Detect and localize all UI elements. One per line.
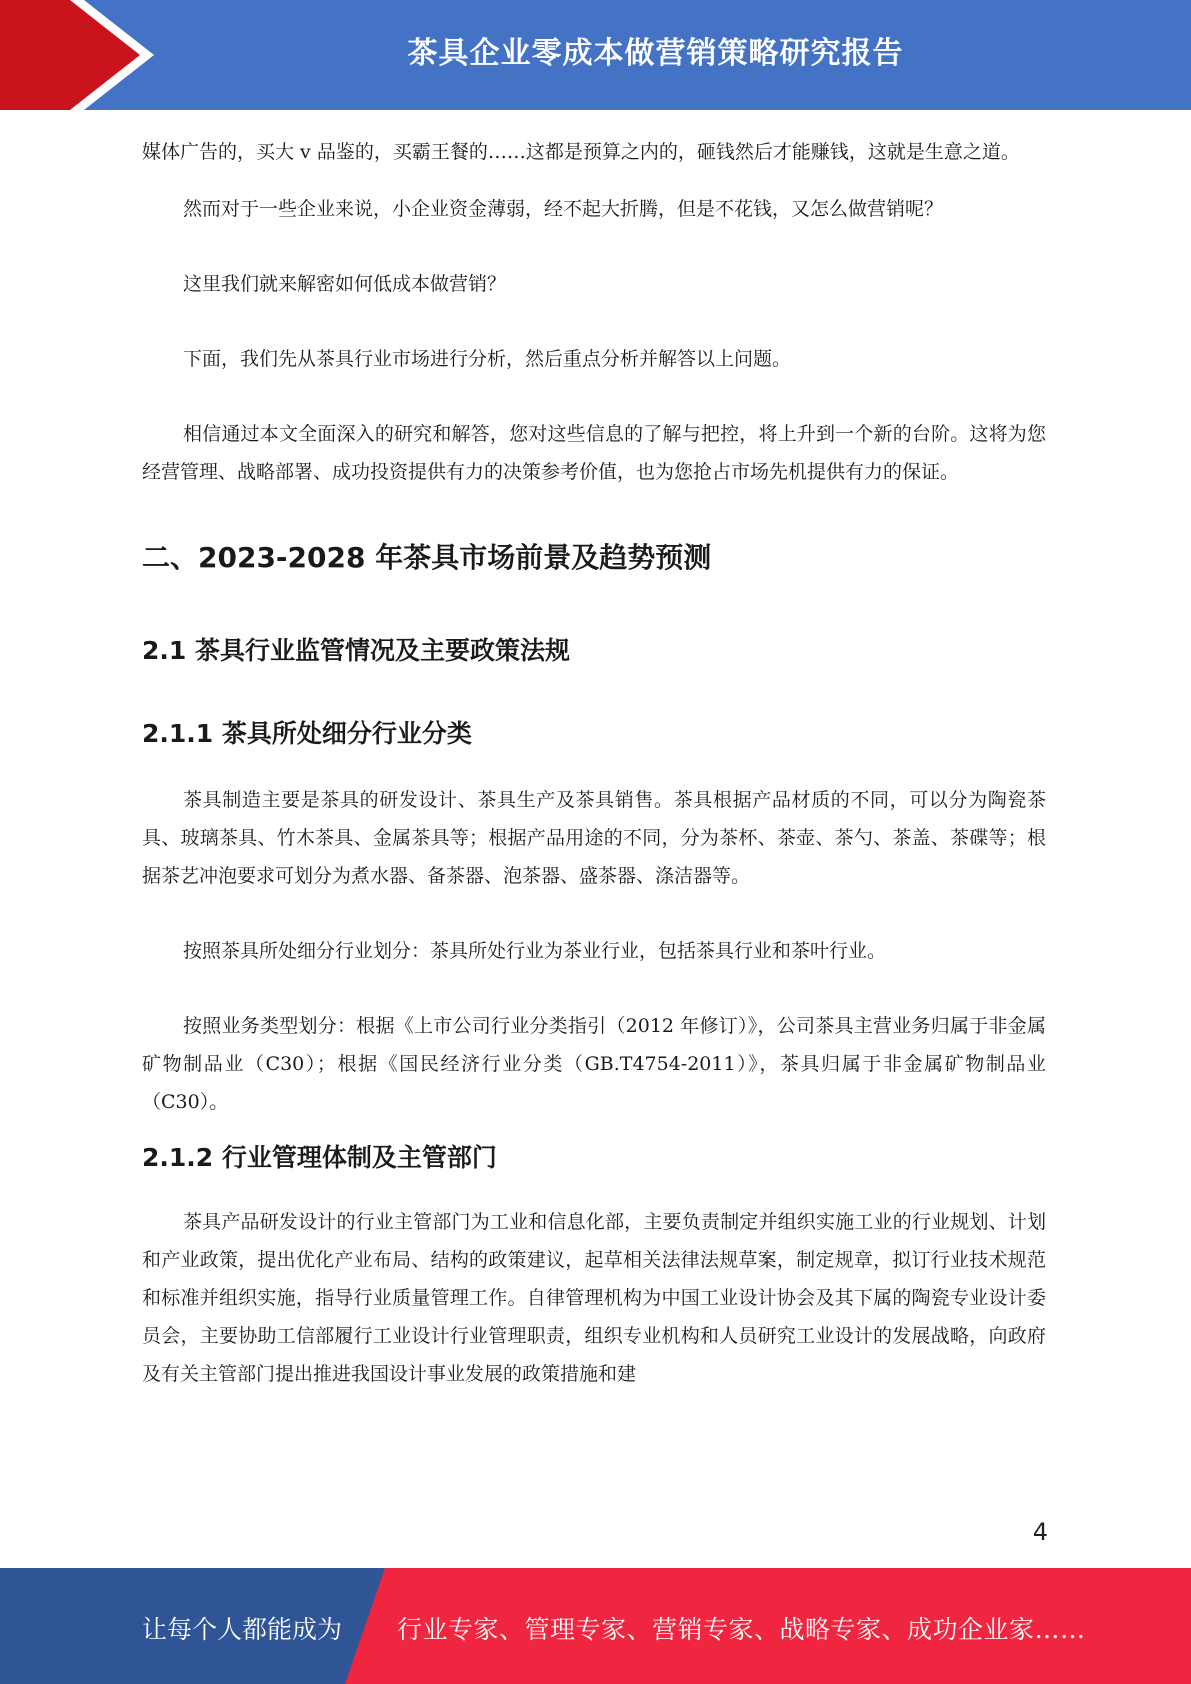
paragraph: 媒体广告的，买大 v 品鉴的，买霸王餐的……这都是预算之内的，砸钱然后才能赚钱，这就是生意之道。 (142, 141, 1020, 163)
document-body (142, 133, 1046, 1393)
page-header (0, 0, 1191, 110)
page-number: 4 (1032, 1518, 1048, 1546)
subsection-heading: 2.1.2 行业管理体制及主管部门 (142, 1143, 497, 1172)
paragraph: 然而对于一些企业来说，小企业资金薄弱，经不起大折腾，但是不花钱，又怎么做营销呢？ (183, 198, 944, 220)
paragraph: 相信通过本文全面深入的研究和解答，您对这些信息的了解与把控，将上升到一个新的台阶。这将为您经营管理、战略部署、成功投资提供有力的决策参考价值，也为您抢占市场先机提供有力的保证。 (142, 423, 1046, 483)
subsection-heading: 2.1.1 茶具所处细分行业分类 (142, 719, 472, 748)
paragraph: 下面，我们先从茶具行业市场进行分析，然后重点分析并解答以上问题。 (183, 348, 792, 370)
section-heading: 二、2023-2028 年茶具市场前景及趋势预测 (142, 541, 712, 574)
paragraph: 按照茶具所处细分行业划分：茶具所处行业为茶业行业，包括茶具行业和茶叶行业。 (183, 940, 887, 962)
paragraph: 按照业务类型划分：根据《上市公司行业分类指引（2012 年修订）》，公司茶具主营业务归属于非金属矿物制品业（C30）；根据《国民经济行业分类（GB.T4754-2011）》，茶具归属于非金属矿物制品业（C30）。 (142, 1015, 1046, 1113)
footer-slogan-left: 让每个人都能成为 (142, 1615, 343, 1644)
report-title: 茶具企业零成本做营销策略研究报告 (407, 36, 904, 71)
subsection-heading: 2.1 茶具行业监管情况及主要政策法规 (142, 636, 570, 665)
paragraph: 茶具产品研发设计的行业主管部门为工业和信息化部，主要负责制定并组织实施工业的行业规划、计划和产业政策，提出优化产业布局、结构的政策建议，起草相关法律法规草案，制定规章，拟订行业技术规范和标准并组织实施，指导行业质量管理工作。自律管理机构为中国工业设计协会及其下属的陶瓷专业设计委员会，主要协助工信部履行工业设计行业管理职责，组织专业机构和人员研究工业设计的发展战略，向政府及有关主管部门提出推进我国设计事业发展的政策措施和建 (142, 1211, 1046, 1385)
footer-slogan-right: 行业专家、管理专家、营销专家、战略专家、成功企业家…… (397, 1615, 1086, 1644)
page-footer (0, 1568, 1191, 1684)
paragraph: 这里我们就来解密如何低成本做营销？ (183, 273, 507, 295)
paragraph: 茶具制造主要是茶具的研发设计、茶具生产及茶具销售。茶具根据产品材质的不同，可以分为陶瓷茶具、玻璃茶具、竹木茶具、金属茶具等；根据产品用途的不同，分为茶杯、茶壶、茶勺、茶盖、茶碟等；根据茶艺冲泡要求可划分为煮水器、备茶器、泡茶器、盛茶器、涤洁器等。 (142, 789, 1046, 887)
